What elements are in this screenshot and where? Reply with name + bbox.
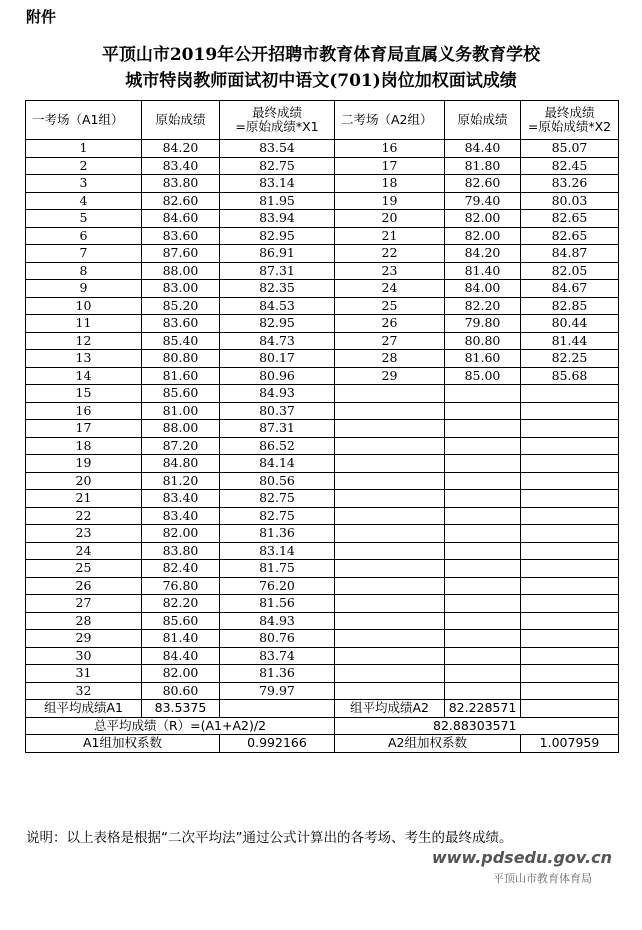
a1-candidate-no: 17 — [26, 420, 142, 438]
a1-average-value: 83.5375 — [142, 700, 220, 718]
a2-raw-score: 82.00 — [445, 210, 521, 228]
a2-empty-cell — [335, 595, 445, 613]
a2-empty-cell — [521, 560, 619, 578]
header-a2-final — [521, 101, 619, 140]
a2-candidate-no: 24 — [335, 280, 445, 298]
table-row — [26, 245, 619, 263]
a2-average-value: 82.228571 — [445, 700, 521, 718]
total-average-label: 总平均成绩（R）=(A1+A2)/2 — [26, 717, 335, 735]
a1-final-score: 83.94 — [220, 210, 335, 228]
table-row — [26, 525, 619, 543]
a2-coefficient-label: A2组加权系数 — [335, 735, 521, 753]
a1-final-score: 83.74 — [220, 647, 335, 665]
a1-raw-score: 84.20 — [142, 140, 220, 158]
a2-empty-cell — [335, 402, 445, 420]
a2-final-score: 81.44 — [521, 332, 619, 350]
a1-final-score: 87.31 — [220, 420, 335, 438]
a1-candidate-no: 19 — [26, 455, 142, 473]
a1-candidate-no: 4 — [26, 192, 142, 210]
a1-final-score: 86.91 — [220, 245, 335, 263]
a2-final-score: 82.85 — [521, 297, 619, 315]
a2-average-label: 组平均成绩A2 — [335, 700, 445, 718]
a1-raw-score: 83.80 — [142, 175, 220, 193]
table-row — [26, 612, 619, 630]
a2-candidate-no: 28 — [335, 350, 445, 368]
table-row — [26, 350, 619, 368]
a1-raw-score: 84.80 — [142, 455, 220, 473]
a1-final-score: 81.75 — [220, 560, 335, 578]
a2-empty-cell — [335, 385, 445, 403]
table-row — [26, 595, 619, 613]
table-row — [26, 665, 619, 683]
table-row — [26, 332, 619, 350]
a2-empty-cell — [335, 525, 445, 543]
a2-raw-score: 81.40 — [445, 262, 521, 280]
table-row — [26, 140, 619, 158]
a1-candidate-no: 27 — [26, 595, 142, 613]
a1-final-score: 82.75 — [220, 507, 335, 525]
a2-empty-cell — [521, 542, 619, 560]
a1-raw-score: 83.40 — [142, 507, 220, 525]
a1-final-score: 84.53 — [220, 297, 335, 315]
a2-final-score: 82.65 — [521, 227, 619, 245]
a1-raw-score: 84.60 — [142, 210, 220, 228]
a2-empty-cell — [445, 437, 521, 455]
a2-candidate-no: 29 — [335, 367, 445, 385]
a1-candidate-no: 21 — [26, 490, 142, 508]
a1-final-score: 81.56 — [220, 595, 335, 613]
a1-candidate-no: 3 — [26, 175, 142, 193]
a1-raw-score: 80.60 — [142, 682, 220, 700]
a1-final-score: 79.97 — [220, 682, 335, 700]
table-row — [26, 455, 619, 473]
a2-empty-cell — [335, 507, 445, 525]
a1-candidate-no: 24 — [26, 542, 142, 560]
a2-empty-cell — [335, 560, 445, 578]
a2-empty-cell — [445, 665, 521, 683]
a1-candidate-no: 6 — [26, 227, 142, 245]
a2-candidate-no: 26 — [335, 315, 445, 333]
a2-empty-cell — [521, 437, 619, 455]
a2-empty-cell — [521, 507, 619, 525]
a2-empty-cell — [521, 525, 619, 543]
a1-candidate-no: 16 — [26, 402, 142, 420]
a2-final-score: 80.44 — [521, 315, 619, 333]
header-a1-room: 一考场（A1组） — [26, 101, 142, 140]
a1-coefficient-label: A1组加权系数 — [26, 735, 220, 753]
a1-candidate-no: 32 — [26, 682, 142, 700]
a2-empty-cell — [445, 612, 521, 630]
a2-raw-score: 81.60 — [445, 350, 521, 368]
table-row — [26, 262, 619, 280]
a1-final-score: 82.75 — [220, 490, 335, 508]
a2-empty-cell — [445, 577, 521, 595]
a1-candidate-no: 31 — [26, 665, 142, 683]
a1-raw-score: 83.40 — [142, 157, 220, 175]
a2-empty-cell — [445, 542, 521, 560]
a1-candidate-no: 10 — [26, 297, 142, 315]
a1-final-score: 87.31 — [220, 262, 335, 280]
a1-candidate-no: 5 — [26, 210, 142, 228]
header-a1-final — [220, 101, 335, 140]
a1-raw-score: 82.00 — [142, 665, 220, 683]
total-average-value: 82.88303571 — [335, 717, 619, 735]
a2-empty-cell — [335, 472, 445, 490]
a1-final-score: 80.76 — [220, 630, 335, 648]
a1-final-score: 82.95 — [220, 227, 335, 245]
table-row — [26, 297, 619, 315]
a2-raw-score: 84.40 — [445, 140, 521, 158]
a1-raw-score: 76.80 — [142, 577, 220, 595]
a1-raw-score: 81.40 — [142, 630, 220, 648]
a2-empty-cell — [521, 682, 619, 700]
empty-cell — [521, 700, 619, 718]
a1-candidate-no: 8 — [26, 262, 142, 280]
a2-candidate-no: 19 — [335, 192, 445, 210]
a2-candidate-no: 20 — [335, 210, 445, 228]
a1-raw-score: 85.40 — [142, 332, 220, 350]
a2-empty-cell — [521, 665, 619, 683]
a2-empty-cell — [445, 682, 521, 700]
a1-candidate-no: 26 — [26, 577, 142, 595]
a2-empty-cell — [445, 385, 521, 403]
a1-final-score: 84.73 — [220, 332, 335, 350]
a2-empty-cell — [445, 560, 521, 578]
a1-raw-score: 81.00 — [142, 402, 220, 420]
a2-candidate-no: 25 — [335, 297, 445, 315]
a2-empty-cell — [335, 437, 445, 455]
a2-candidate-no: 16 — [335, 140, 445, 158]
a1-raw-score: 82.60 — [142, 192, 220, 210]
a1-candidate-no: 7 — [26, 245, 142, 263]
a2-empty-cell — [445, 490, 521, 508]
a1-final-score: 86.52 — [220, 437, 335, 455]
header-a1-final-line1: 最终成绩 — [251, 105, 302, 120]
a1-raw-score: 81.60 — [142, 367, 220, 385]
a2-empty-cell — [335, 647, 445, 665]
a1-final-score: 83.14 — [220, 542, 335, 560]
a1-final-score: 84.93 — [220, 385, 335, 403]
table-row — [26, 542, 619, 560]
a2-final-score: 82.05 — [521, 262, 619, 280]
table-row — [26, 175, 619, 193]
table-row — [26, 507, 619, 525]
a2-empty-cell — [335, 612, 445, 630]
a1-final-score: 80.56 — [220, 472, 335, 490]
a1-candidate-no: 20 — [26, 472, 142, 490]
a1-final-score: 81.95 — [220, 192, 335, 210]
table-row — [26, 227, 619, 245]
a1-final-score: 82.95 — [220, 315, 335, 333]
attachment-label: 附件 — [26, 8, 57, 26]
a2-final-score: 82.45 — [521, 157, 619, 175]
a1-final-score: 82.75 — [220, 157, 335, 175]
a2-raw-score: 84.00 — [445, 280, 521, 298]
table-row — [26, 280, 619, 298]
a2-empty-cell — [521, 490, 619, 508]
watermark-url: www.pdsedu.gov.cn — [431, 848, 612, 867]
a1-candidate-no: 25 — [26, 560, 142, 578]
a2-raw-score: 79.40 — [445, 192, 521, 210]
a2-raw-score: 84.20 — [445, 245, 521, 263]
a2-empty-cell — [335, 682, 445, 700]
a1-final-score: 80.96 — [220, 367, 335, 385]
watermark-org: 平顶山市教育体育局 — [493, 872, 592, 885]
a1-final-score: 82.35 — [220, 280, 335, 298]
a2-empty-cell — [335, 665, 445, 683]
a1-candidate-no: 11 — [26, 315, 142, 333]
a1-average-label: 组平均成绩A1 — [26, 700, 142, 718]
weight-coefficient-row — [26, 735, 619, 753]
a1-final-score: 84.14 — [220, 455, 335, 473]
a1-candidate-no: 12 — [26, 332, 142, 350]
a2-empty-cell — [445, 507, 521, 525]
a2-empty-cell — [445, 630, 521, 648]
table-row — [26, 210, 619, 228]
header-a2-final-line2: =原始成绩*X2 — [527, 119, 612, 134]
a2-final-score: 84.67 — [521, 280, 619, 298]
table-row — [26, 577, 619, 595]
a2-final-score: 85.68 — [521, 367, 619, 385]
a2-final-score: 85.07 — [521, 140, 619, 158]
a2-candidate-no: 27 — [335, 332, 445, 350]
table-row — [26, 402, 619, 420]
table-row — [26, 560, 619, 578]
header-a2-raw: 原始成绩 — [445, 101, 521, 140]
a2-raw-score: 80.80 — [445, 332, 521, 350]
a2-raw-score: 82.60 — [445, 175, 521, 193]
a1-raw-score: 80.80 — [142, 350, 220, 368]
a2-empty-cell — [521, 577, 619, 595]
a1-coefficient-value: 0.992166 — [220, 735, 335, 753]
table-row — [26, 192, 619, 210]
a1-candidate-no: 9 — [26, 280, 142, 298]
a1-candidate-no: 13 — [26, 350, 142, 368]
a2-empty-cell — [445, 402, 521, 420]
a1-candidate-no: 1 — [26, 140, 142, 158]
a1-raw-score: 83.80 — [142, 542, 220, 560]
a1-raw-score: 87.20 — [142, 437, 220, 455]
table-row — [26, 157, 619, 175]
a2-empty-cell — [521, 385, 619, 403]
a2-empty-cell — [335, 577, 445, 595]
a1-raw-score: 83.60 — [142, 227, 220, 245]
a2-final-score: 83.26 — [521, 175, 619, 193]
group-average-row — [26, 700, 619, 718]
a1-raw-score: 82.00 — [142, 525, 220, 543]
table-row — [26, 647, 619, 665]
a2-raw-score: 82.20 — [445, 297, 521, 315]
table-row — [26, 420, 619, 438]
a2-candidate-no: 21 — [335, 227, 445, 245]
a2-candidate-no: 18 — [335, 175, 445, 193]
header-a2-room: 二考场（A2组） — [335, 101, 445, 140]
a1-raw-score: 84.40 — [142, 647, 220, 665]
a2-empty-cell — [521, 647, 619, 665]
a1-candidate-no: 14 — [26, 367, 142, 385]
a1-raw-score: 82.20 — [142, 595, 220, 613]
table-row — [26, 682, 619, 700]
a2-empty-cell — [521, 420, 619, 438]
a2-empty-cell — [335, 455, 445, 473]
a2-empty-cell — [521, 455, 619, 473]
a1-raw-score: 85.60 — [142, 612, 220, 630]
header-a1-raw: 原始成绩 — [142, 101, 220, 140]
a1-candidate-no: 2 — [26, 157, 142, 175]
total-average-row — [26, 717, 619, 735]
a2-empty-cell — [445, 595, 521, 613]
a2-empty-cell — [521, 402, 619, 420]
page-title-line-1: 平顶山市2019年公开招聘市教育体育局直属义务教育学校 — [101, 45, 541, 65]
header-a1-final-line2: =原始成绩*X1 — [235, 119, 319, 134]
empty-cell — [220, 700, 335, 718]
a2-empty-cell — [335, 542, 445, 560]
a1-raw-score: 88.00 — [142, 420, 220, 438]
table-row — [26, 367, 619, 385]
a1-final-score: 83.54 — [220, 140, 335, 158]
a2-candidate-no: 23 — [335, 262, 445, 280]
a1-raw-score: 85.20 — [142, 297, 220, 315]
a2-raw-score: 79.80 — [445, 315, 521, 333]
table-row — [26, 437, 619, 455]
explanation-note: 说明：以上表格是根据“二次平均法”通过公式计算出的各考场、考生的最终成绩。 — [26, 830, 513, 846]
a1-candidate-no: 18 — [26, 437, 142, 455]
header-row — [26, 101, 619, 140]
a1-final-score: 83.14 — [220, 175, 335, 193]
table-row — [26, 472, 619, 490]
a2-empty-cell — [445, 647, 521, 665]
a2-raw-score: 85.00 — [445, 367, 521, 385]
table-row — [26, 630, 619, 648]
a2-empty-cell — [335, 420, 445, 438]
a1-raw-score: 83.00 — [142, 280, 220, 298]
a2-coefficient-value: 1.007959 — [521, 735, 619, 753]
a1-final-score: 81.36 — [220, 525, 335, 543]
a2-raw-score: 82.00 — [445, 227, 521, 245]
a1-raw-score: 83.40 — [142, 490, 220, 508]
a1-candidate-no: 22 — [26, 507, 142, 525]
a1-raw-score: 82.40 — [142, 560, 220, 578]
a2-final-score: 82.25 — [521, 350, 619, 368]
a1-raw-score: 87.60 — [142, 245, 220, 263]
a2-empty-cell — [521, 595, 619, 613]
a2-candidate-no: 22 — [335, 245, 445, 263]
score-table — [25, 100, 619, 753]
a2-empty-cell — [521, 630, 619, 648]
a2-final-score: 82.65 — [521, 210, 619, 228]
a1-candidate-no: 15 — [26, 385, 142, 403]
a1-raw-score: 81.20 — [142, 472, 220, 490]
a2-final-score: 80.03 — [521, 192, 619, 210]
header-a2-final-line1: 最终成绩 — [544, 105, 595, 120]
table-row — [26, 385, 619, 403]
a1-final-score: 80.17 — [220, 350, 335, 368]
a1-raw-score: 83.60 — [142, 315, 220, 333]
a2-empty-cell — [335, 490, 445, 508]
a2-empty-cell — [445, 472, 521, 490]
a2-empty-cell — [445, 455, 521, 473]
a2-raw-score: 81.80 — [445, 157, 521, 175]
a1-candidate-no: 29 — [26, 630, 142, 648]
a2-candidate-no: 17 — [335, 157, 445, 175]
a1-candidate-no: 30 — [26, 647, 142, 665]
table-row — [26, 315, 619, 333]
a2-empty-cell — [521, 472, 619, 490]
a2-empty-cell — [335, 630, 445, 648]
a1-raw-score: 88.00 — [142, 262, 220, 280]
a1-final-score: 81.36 — [220, 665, 335, 683]
a1-final-score: 76.20 — [220, 577, 335, 595]
table-row — [26, 490, 619, 508]
a2-empty-cell — [521, 612, 619, 630]
page-title-line-2: 城市特岗教师面试初中语文(701)岗位加权面试成绩 — [125, 71, 517, 91]
a1-final-score: 84.93 — [220, 612, 335, 630]
a1-candidate-no: 23 — [26, 525, 142, 543]
a1-raw-score: 85.60 — [142, 385, 220, 403]
a1-candidate-no: 28 — [26, 612, 142, 630]
a2-final-score: 84.87 — [521, 245, 619, 263]
a2-empty-cell — [445, 420, 521, 438]
a1-final-score: 80.37 — [220, 402, 335, 420]
a2-empty-cell — [445, 525, 521, 543]
